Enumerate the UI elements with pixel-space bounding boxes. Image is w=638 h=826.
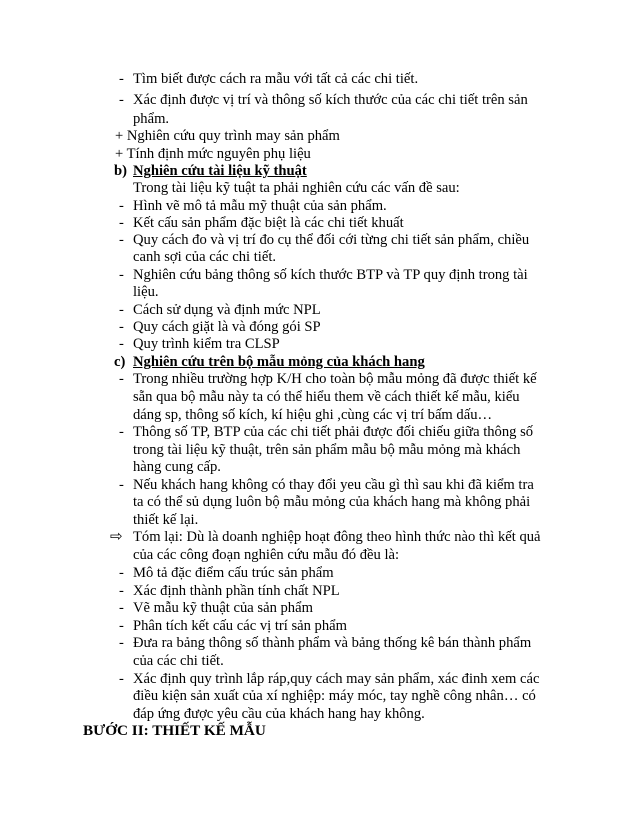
text-line: Thông số TP, BTP của các chi tiết phải được đối chiếu giữa thông số — [133, 424, 534, 440]
section-c-title: Nghiên cứu trên bộ mẫu mỏng của khách hang — [133, 354, 425, 370]
bullet-marker: - — [119, 600, 124, 616]
text-line: đáp ứng được yêu cầu của khách hang hay không. — [133, 706, 425, 722]
bullet-marker: - — [119, 71, 124, 87]
text-line: canh sợi của các chi tiết. — [133, 249, 277, 265]
text-line: Quy trình kiểm tra CLSP — [133, 336, 280, 352]
bullet-marker: - — [119, 565, 124, 581]
bullet-marker: - — [119, 302, 124, 318]
text-line: thiết kế lại. — [133, 512, 199, 528]
text-line: + Tính định mức nguyên phụ liệu — [115, 146, 311, 162]
text-line: Đưa ra bảng thông số thành phẩm và bảng thống kê bán thành phẩm — [133, 635, 532, 651]
text-line: Mô tả đặc điểm cấu trúc sản phẩm — [133, 565, 334, 581]
text-line: Phân tích kết cấu các vị trí sản phẩm — [133, 618, 347, 634]
text-line: dáng sp, thông số kích, kí hiệu ghi ,cùng các vị trí bấm dấu… — [133, 407, 493, 423]
bullet-marker: - — [119, 583, 124, 599]
bullet-marker: - — [119, 671, 124, 687]
bullet-marker: - — [119, 232, 124, 248]
text-line: Quy cách giặt là và đóng gói SP — [133, 319, 321, 335]
bullet-marker: - — [119, 92, 124, 108]
bullet-marker: - — [119, 319, 124, 335]
bullet-marker: - — [119, 198, 124, 214]
text-line: Kết cấu sản phẩm đặc biệt là các chi tiết khuất — [133, 215, 404, 231]
text-line: của các công đoạn nghiên cứu mẫu đó đều là: — [133, 547, 400, 563]
text-line: Cách sử dụng và định mức NPL — [133, 302, 321, 318]
text-line: Nếu khách hang không có thay đổi yeu cầu gì thì sau khi đã kiểm tra — [133, 477, 534, 493]
text-line: Vẽ mẫu kỹ thuật của sản phẩm — [133, 600, 313, 616]
text-line: trong tài liệu kỹ thuật, trên sản phẩm mẫu bộ mẫu mỏng mà khách — [133, 442, 521, 458]
bullet-marker: - — [119, 267, 124, 283]
text-line: phẩm. — [133, 111, 170, 127]
bullet-marker: - — [119, 618, 124, 634]
bullet-marker: - — [119, 477, 124, 493]
text-line: Tóm lại: Dù là doanh nghiệp hoạt đông theo hình thức nào thì kết quả — [133, 529, 541, 545]
bullet-marker: - — [119, 336, 124, 352]
bullet-marker: - — [119, 371, 124, 387]
text-line: Xác định quy trình lắp ráp,quy cách may sản phẩm, xác đinh xem các — [133, 671, 540, 687]
text-line: + Nghiên cứu quy trình may sản phẩm — [115, 128, 340, 144]
text-line: hàng cung cấp. — [133, 459, 221, 475]
text-line: điều kiện sản xuất của xí nghiệp: máy móc, tay nghề công nhân… có — [133, 688, 536, 704]
text-line: của các chi tiết. — [133, 653, 224, 669]
text-line: Tìm biết được cách ra mẫu với tất cả các chi tiết. — [133, 71, 419, 87]
text-line: ta có thể sủ dụng luôn bộ mẫu mỏng của khách hang mà không phải — [133, 494, 531, 510]
bullet-marker: - — [119, 215, 124, 231]
text-line: Trong tài liệu kỹ tuật ta phải nghiên cứu các vấn đề sau: — [133, 180, 460, 196]
text-line: Hình vẽ mô tả mẫu mỹ thuật của sản phẩm. — [133, 198, 387, 214]
text-line: Xác định thành phần tính chất NPL — [133, 583, 340, 599]
step-heading: BƯỚC II: THIẾT KẾ MẪU — [83, 722, 266, 739]
text-line: Quy cách đo và vị trí đo cụ thể đối cới từng chi tiết sản phẩm, chiều — [133, 232, 530, 248]
text-line: Xác định được vị trí và thông số kích thước của các chi tiết trên sản — [133, 92, 528, 108]
text-line: sẵn qua bộ mẫu này ta có thể hiểu them về cách thiết kế mẫu, kiểu — [133, 389, 520, 405]
section-c-marker: c) — [114, 354, 126, 370]
section-b-title: Nghiên cứu tài liệu kỹ thuật — [133, 163, 307, 179]
text-line: liệu. — [133, 284, 159, 300]
section-b-marker: b) — [114, 163, 127, 179]
arrow-right-icon: ⇨ — [110, 529, 123, 545]
bullet-marker: - — [119, 424, 124, 440]
bullet-marker: - — [119, 635, 124, 651]
text-line: Nghiên cứu bảng thông số kích thước BTP và TP quy định trong tài — [133, 267, 528, 283]
text-line: Trong nhiều trường hợp K/H cho toàn bộ mẫu mỏng đã được thiết kế — [133, 371, 537, 387]
